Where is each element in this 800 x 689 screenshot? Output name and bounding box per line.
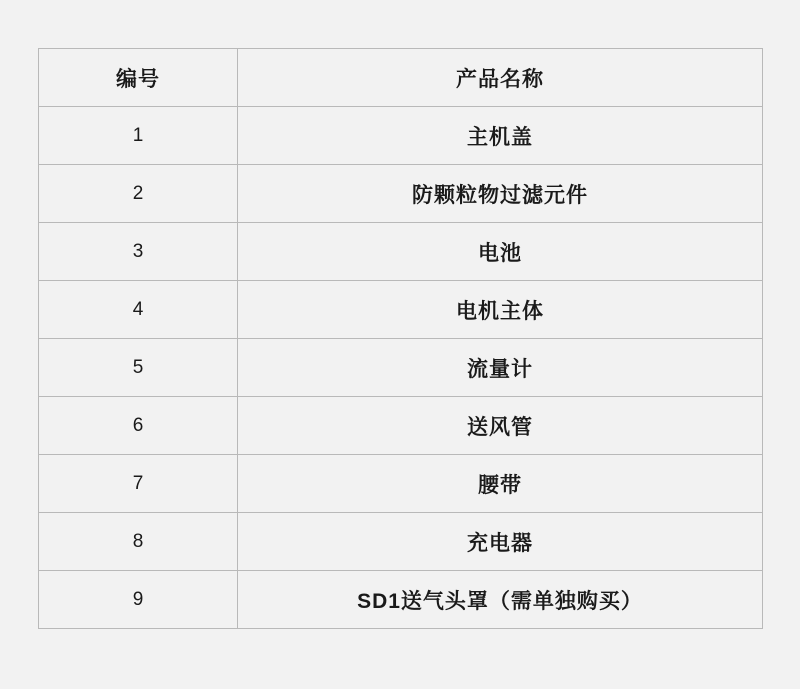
table-row <box>39 571 763 629</box>
column-header-product-name: 产品名称 <box>238 49 763 107</box>
cell-product-name: 电池 <box>238 223 763 281</box>
table-row <box>39 339 763 397</box>
cell-number: 8 <box>39 513 238 571</box>
table-row <box>39 455 763 513</box>
cell-number: 6 <box>39 397 238 455</box>
table-row <box>39 513 763 571</box>
cell-product-name: 流量计 <box>238 339 763 397</box>
table-row <box>39 165 763 223</box>
cell-product-name: 送风管 <box>238 397 763 455</box>
table-header-row <box>39 49 763 107</box>
cell-product-name: 电机主体 <box>238 281 763 339</box>
cell-number: 4 <box>39 281 238 339</box>
cell-product-name: 腰带 <box>238 455 763 513</box>
cell-number: 5 <box>39 339 238 397</box>
column-header-number: 编号 <box>39 49 238 107</box>
cell-number: 3 <box>39 223 238 281</box>
parts-table-container <box>38 48 762 629</box>
cell-product-name: 防颗粒物过滤元件 <box>238 165 763 223</box>
cell-product-name: SD1送气头罩（需单独购买） <box>238 571 763 629</box>
parts-table <box>38 48 763 629</box>
cell-number: 7 <box>39 455 238 513</box>
table-row <box>39 397 763 455</box>
table-row <box>39 107 763 165</box>
table-row <box>39 281 763 339</box>
table-header <box>39 49 763 107</box>
cell-number: 9 <box>39 571 238 629</box>
table-row <box>39 223 763 281</box>
table-body <box>39 107 763 629</box>
cell-number: 1 <box>39 107 238 165</box>
cell-product-name: 主机盖 <box>238 107 763 165</box>
cell-product-name: 充电器 <box>238 513 763 571</box>
cell-number: 2 <box>39 165 238 223</box>
